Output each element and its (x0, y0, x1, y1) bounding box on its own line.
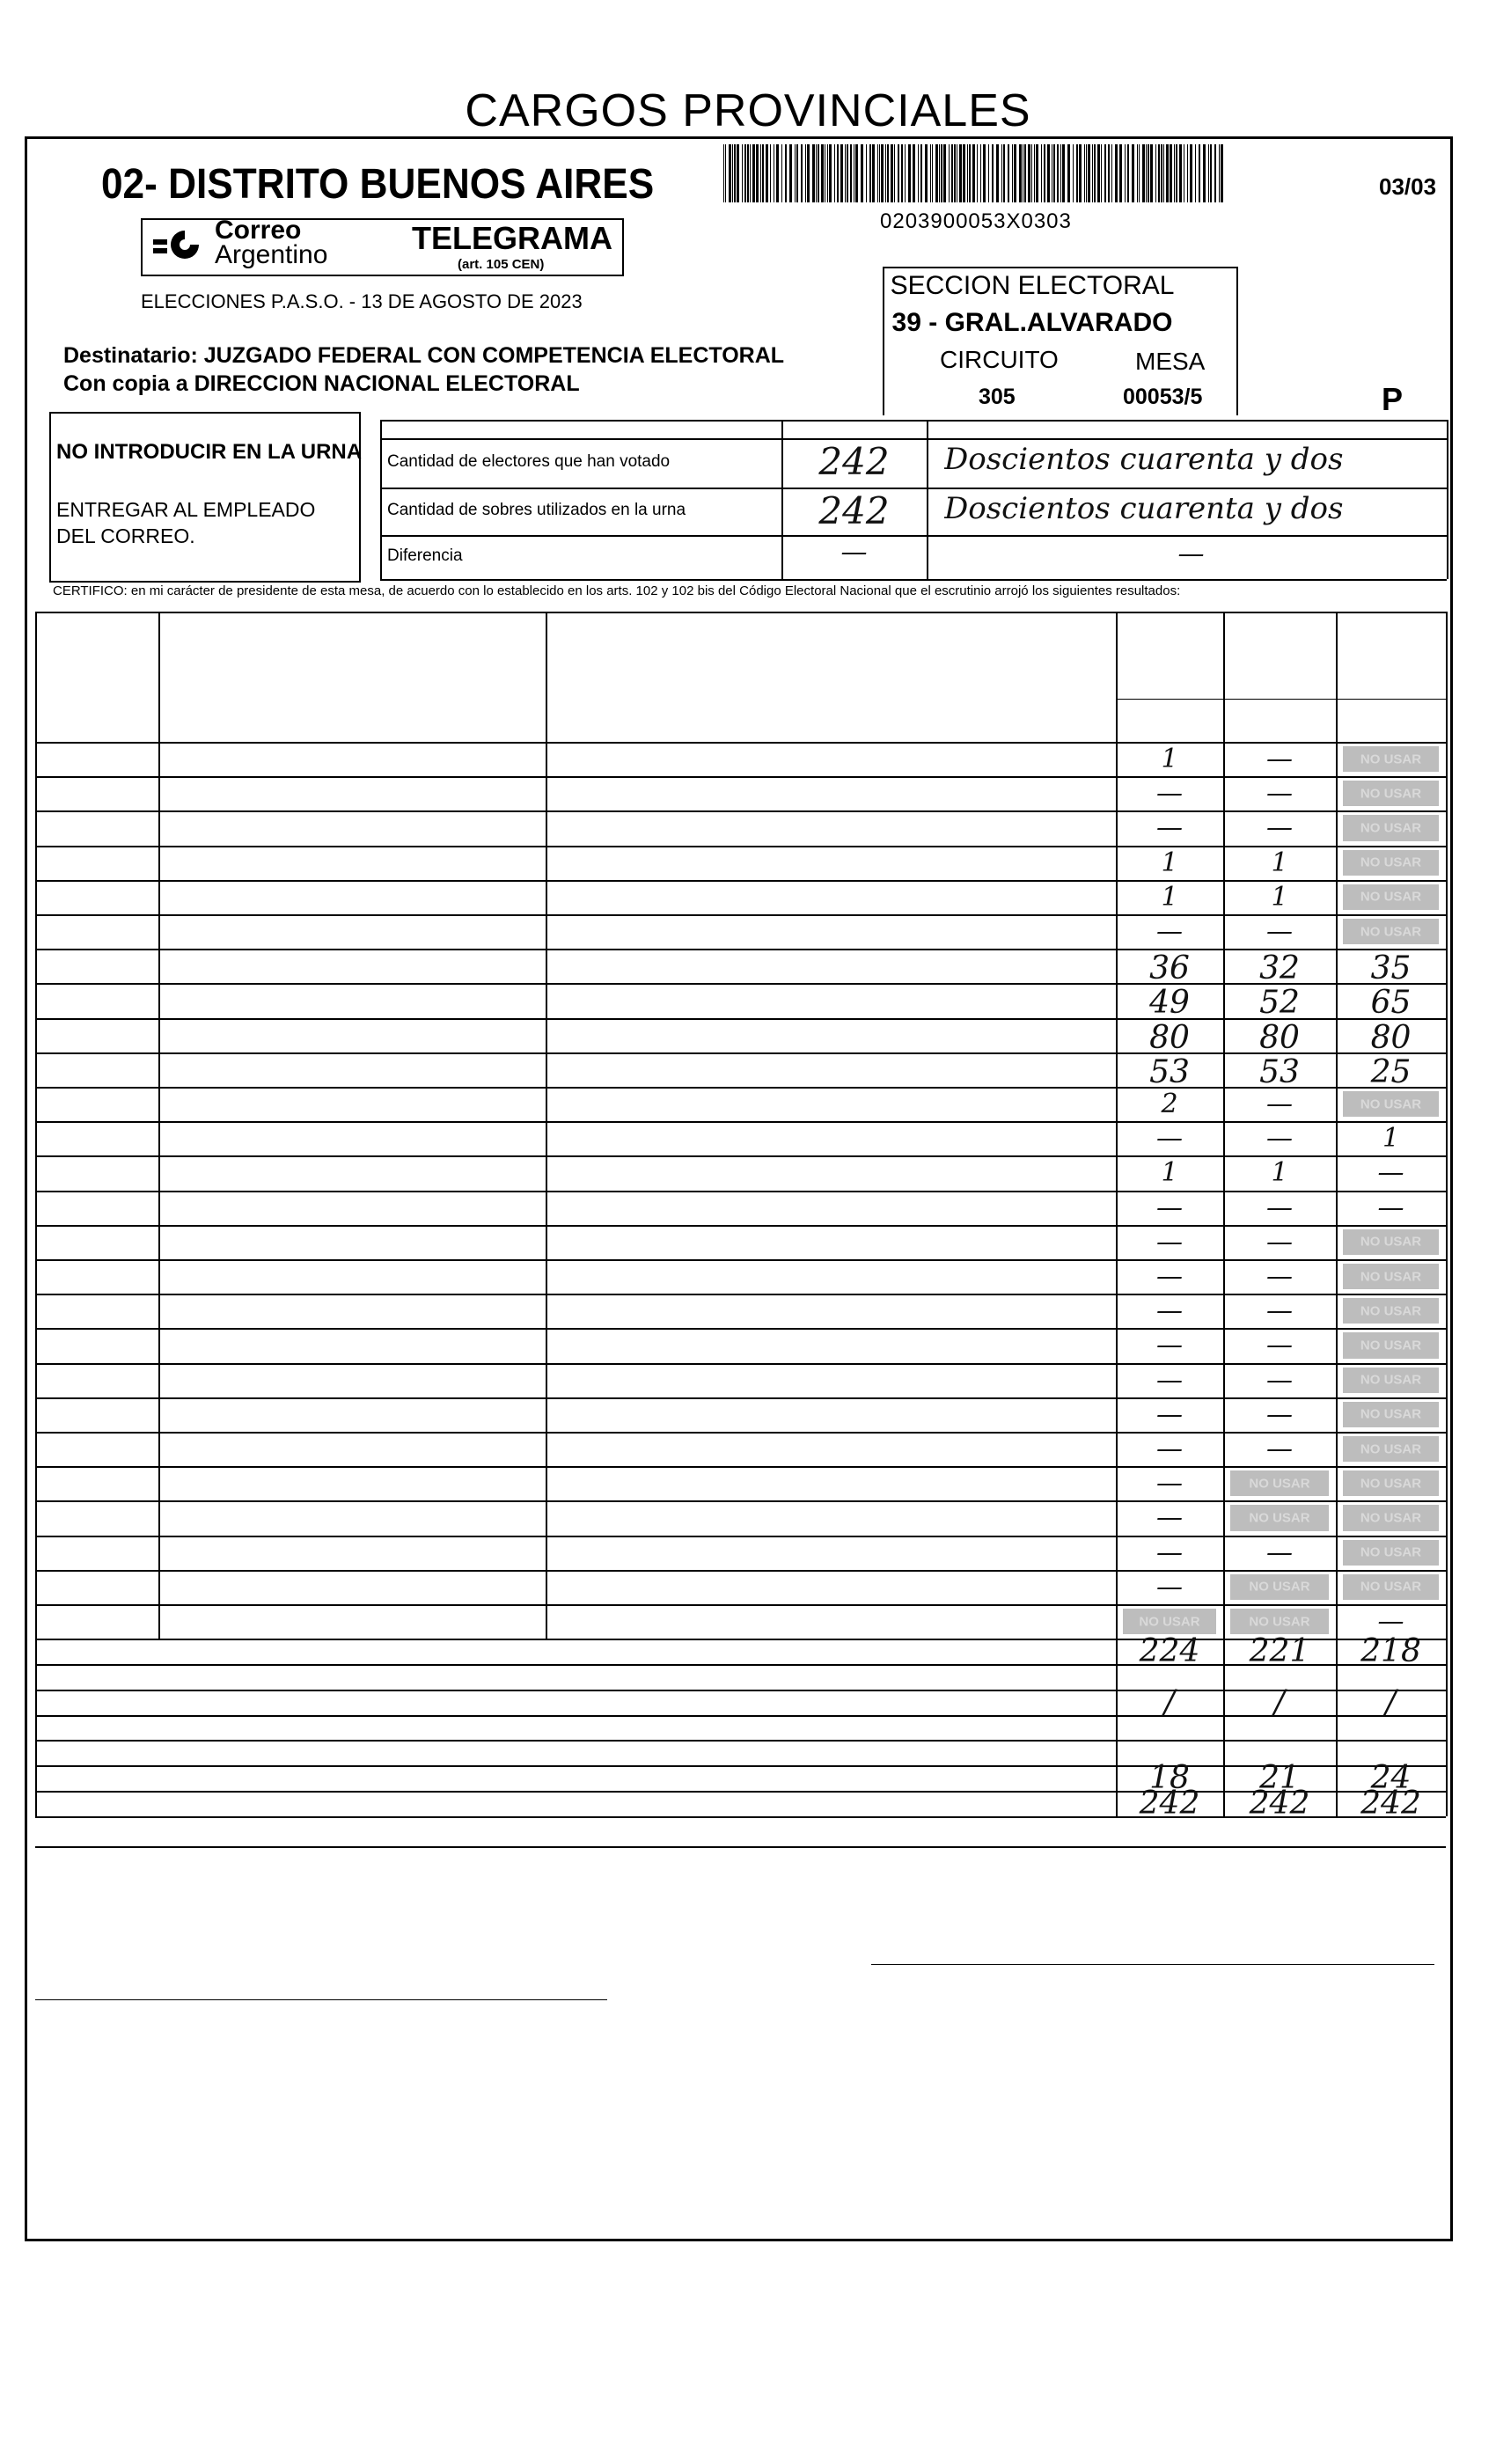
no-usar-cell (1343, 781, 1439, 806)
no-usar-cell (1343, 746, 1439, 772)
row-vote-value: — (1266, 1261, 1293, 1292)
no-usar-label: NO USAR (1249, 1476, 1310, 1492)
total-rule (35, 1740, 1446, 1742)
count-row-letters: Doscientos cuarenta y dos (944, 442, 1344, 477)
row-vote-value: 1 (1161, 847, 1178, 878)
row-vote-value: 2 (1161, 1089, 1178, 1119)
no-usar-cell (1343, 884, 1439, 910)
row-vote-value: — (1156, 1536, 1183, 1568)
note-rule (35, 1846, 1446, 1848)
no-usar-label: NO USAR (1360, 1476, 1422, 1492)
row-vote-value: — (1377, 1606, 1404, 1637)
row-vote-value: — (1266, 1398, 1293, 1430)
no-usar-cell (1343, 1368, 1439, 1393)
rule-line (380, 579, 1447, 581)
no-usar-cell (1343, 815, 1439, 840)
row-vote-value: — (1266, 1364, 1293, 1396)
no-usar-label: NO USAR (1360, 1441, 1422, 1457)
no-usar-cell (1343, 1332, 1439, 1358)
copia: Con copia a DIRECCION NACIONAL ELECTORAL (63, 371, 580, 396)
rule-line (380, 420, 382, 579)
telegrama-label: TELEGRAMA (412, 220, 612, 256)
certifico-text: CERTIFICO: en mi carácter de presidente de esta mesa, de acuerdo con lo establecido en los arts. 102 y 102 bis del Código Electoral Nacional que el escrutinio arrojó los siguientes resultados: (53, 583, 1181, 598)
no-usar-cell (1230, 1574, 1329, 1600)
row-vote-value: — (1156, 1192, 1183, 1223)
column-rule (158, 612, 160, 1639)
total-value: / (1163, 1683, 1176, 1720)
row-vote-value: — (1156, 1261, 1183, 1292)
row-vote-value: — (1156, 812, 1183, 844)
row-vote-value: 49 (1149, 985, 1190, 1022)
row-vote-value: — (1377, 1192, 1404, 1223)
row-vote-value: — (1156, 1364, 1183, 1396)
column-rule (546, 612, 547, 1639)
row-vote-value: 1 (1271, 847, 1288, 878)
total-value: 21 (1259, 1760, 1300, 1797)
total-value: 18 (1149, 1760, 1190, 1797)
barcode-number: 0203900053X0303 (880, 209, 1072, 233)
count-row-label: Cantidad de sobres utilizados en la urna (387, 501, 686, 519)
row-vote-value: 35 (1370, 950, 1412, 987)
row-rule (35, 1500, 1446, 1502)
entregar-label: ENTREGAR AL EMPLEADO DEL CORREO. (56, 498, 316, 547)
header-subrule (1116, 699, 1446, 700)
row-vote-value: 53 (1149, 1053, 1190, 1090)
header-rule (35, 612, 1446, 613)
no-usar-label: NO USAR (1360, 1372, 1422, 1388)
row-vote-value: — (1266, 744, 1293, 774)
no-usar-cell (1343, 1540, 1439, 1566)
row-rule (35, 1604, 1446, 1606)
row-vote-value: — (1266, 1295, 1293, 1327)
total-value: 221 (1249, 1633, 1310, 1670)
seccion-label: SECCION ELECTORAL (890, 271, 1175, 300)
no-usar-label: NO USAR (1249, 1579, 1310, 1595)
row-vote-value: 32 (1259, 950, 1300, 987)
total-value: 242 (1139, 1786, 1200, 1822)
no-usar-cell (1230, 1470, 1329, 1496)
row-vote-value: 25 (1370, 1053, 1412, 1090)
signature-rule (35, 1999, 607, 2000)
row-vote-value: 1 (1161, 1157, 1178, 1189)
count-row-number: — (840, 537, 868, 568)
column-rule (1446, 612, 1448, 1816)
row-vote-value: — (1266, 1330, 1293, 1361)
row-vote-value: — (1156, 778, 1183, 810)
rule-line (927, 420, 928, 579)
count-row-label: Diferencia (387, 546, 463, 565)
logo-text-line2: Argentino (215, 240, 328, 269)
row-vote-value: — (1266, 1089, 1293, 1119)
mesa-label: MESA (1135, 348, 1206, 375)
row-vote-value: — (1156, 1330, 1183, 1361)
row-vote-value: 80 (1370, 1019, 1412, 1056)
no-usar-cell (1343, 1436, 1439, 1462)
row-vote-value: 1 (1382, 1123, 1400, 1155)
row-vote-value: 80 (1259, 1019, 1300, 1056)
row-rule (35, 1466, 1446, 1468)
no-usar-cell (1343, 1505, 1439, 1530)
no-usar-cell (1230, 1609, 1329, 1634)
destinatario: Destinatario: JUZGADO FEDERAL CON COMPETENCIA ELECTORAL (63, 343, 785, 368)
no-usar-cell (1123, 1609, 1216, 1634)
no-usar-label: NO USAR (1360, 752, 1422, 767)
no-usar-cell (1343, 1402, 1439, 1427)
no-usar-cell (1230, 1505, 1329, 1530)
no-usar-label: NO USAR (1249, 1510, 1310, 1526)
row-vote-value: — (1156, 1226, 1183, 1258)
no-usar-cell (1343, 919, 1439, 944)
total-value: 218 (1360, 1633, 1421, 1670)
elections-line: ELECCIONES P.A.S.O. - 13 DE AGOSTO DE 2023 (141, 290, 583, 312)
rule-line (380, 420, 1447, 422)
count-row-number: 242 (818, 489, 890, 532)
row-vote-value: — (1156, 1502, 1183, 1534)
page-number: 03/03 (1379, 173, 1437, 200)
row-vote-value: 1 (1271, 1157, 1288, 1189)
row-vote-value: — (1266, 1123, 1293, 1155)
no-usar-cell (1343, 1229, 1439, 1255)
row-vote-value: 1 (1161, 744, 1178, 774)
circuito-label: CIRCUITO (940, 346, 1059, 373)
total-value: 242 (1360, 1786, 1421, 1822)
row-vote-value: — (1156, 1398, 1183, 1430)
no-usar-label: NO USAR (1249, 1614, 1310, 1630)
total-value: 24 (1370, 1760, 1412, 1797)
no-usar-label: NO USAR (1360, 1338, 1422, 1353)
no-usar-cell (1343, 1091, 1439, 1117)
row-vote-value: 65 (1370, 985, 1412, 1022)
row-vote-value: — (1156, 1434, 1183, 1464)
column-rule (35, 612, 37, 1816)
no-usar-cell (1343, 1470, 1439, 1496)
logo-text-line1: Correo (215, 216, 302, 245)
rule-line (1447, 420, 1448, 579)
row-vote-value: 36 (1149, 950, 1190, 987)
row-vote-value: — (1156, 1468, 1183, 1500)
row-vote-value: — (1156, 916, 1183, 947)
no-usar-label: NO USAR (1360, 889, 1422, 905)
row-vote-value: 80 (1149, 1019, 1190, 1056)
count-row-letters: — (1177, 539, 1205, 569)
no-usar-label: NO USAR (1360, 1303, 1422, 1319)
no-usar-label: NO USAR (1360, 1234, 1422, 1250)
total-value: 242 (1249, 1786, 1310, 1822)
no-introducir-label: NO INTRODUCIR EN LA URNA (56, 440, 363, 464)
no-usar-label: NO USAR (1139, 1614, 1200, 1630)
district-title: 02- DISTRITO BUENOS AIRES (101, 161, 655, 208)
no-usar-label: NO USAR (1360, 1544, 1422, 1560)
no-usar-label: NO USAR (1360, 1510, 1422, 1526)
no-usar-label: NO USAR (1360, 1579, 1422, 1595)
no-usar-cell (1343, 1574, 1439, 1600)
document-title: CARGOS PROVINCIALES (465, 85, 1031, 136)
signature-rule (871, 1964, 1434, 1965)
row-vote-value: — (1266, 1434, 1293, 1464)
no-usar-label: NO USAR (1360, 854, 1422, 870)
mesa-value: 00053/5 (1123, 385, 1203, 409)
count-row-number: 242 (818, 440, 890, 483)
total-value: 224 (1139, 1633, 1200, 1670)
no-usar-label: NO USAR (1360, 786, 1422, 802)
count-row-label: Cantidad de electores que han votado (387, 452, 671, 471)
row-vote-value: — (1266, 812, 1293, 844)
seccion-value: 39 - GRAL.ALVARADO (891, 308, 1173, 337)
row-vote-value: — (1266, 1226, 1293, 1258)
no-usar-label: NO USAR (1360, 924, 1422, 940)
total-value: / (1385, 1683, 1397, 1720)
p-mark-icon: P (1382, 381, 1404, 417)
telegrama-article: (art. 105 CEN) (458, 257, 545, 272)
no-usar-label: NO USAR (1360, 1269, 1422, 1285)
no-usar-cell (1343, 1298, 1439, 1324)
row-vote-value: — (1266, 778, 1293, 810)
row-vote-value: — (1156, 1123, 1183, 1155)
no-usar-cell (1343, 850, 1439, 876)
row-vote-value: — (1266, 916, 1293, 947)
total-value: / (1273, 1683, 1286, 1720)
row-vote-value: 1 (1161, 881, 1178, 913)
row-vote-value: 52 (1259, 985, 1300, 1022)
row-vote-value: 1 (1271, 881, 1288, 913)
row-vote-value: — (1266, 1536, 1293, 1568)
no-usar-cell (1343, 1264, 1439, 1289)
row-vote-value: — (1377, 1157, 1404, 1189)
no-usar-label: NO USAR (1360, 1096, 1422, 1112)
count-row-letters: Doscientos cuarenta y dos (944, 491, 1344, 526)
circuito-value: 305 (979, 385, 1016, 409)
row-vote-value: 53 (1259, 1053, 1300, 1090)
row-rule (35, 1570, 1446, 1572)
no-usar-label: NO USAR (1360, 820, 1422, 836)
no-usar-label: NO USAR (1360, 1406, 1422, 1422)
row-vote-value: — (1156, 1295, 1183, 1327)
row-vote-value: — (1266, 1192, 1293, 1223)
row-vote-value: — (1156, 1571, 1183, 1602)
